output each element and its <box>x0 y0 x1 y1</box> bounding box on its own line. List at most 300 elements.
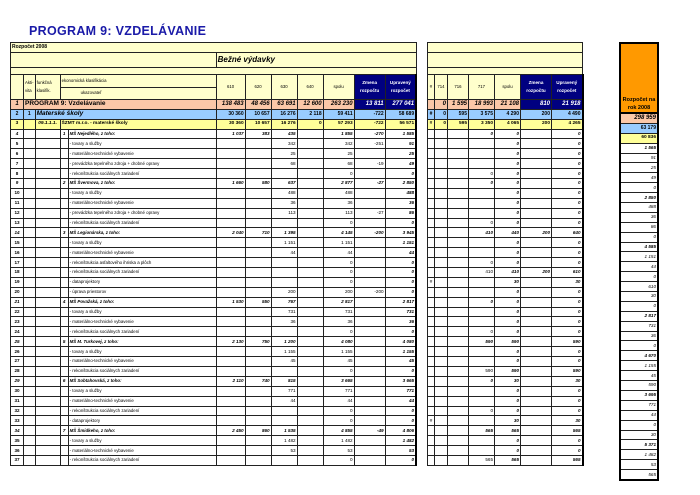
aktivita <box>24 317 36 327</box>
value-spolu: 0 <box>495 139 521 149</box>
value-640 <box>297 347 323 357</box>
table-row <box>620 163 658 173</box>
table-row <box>428 386 583 396</box>
table-row <box>428 169 583 179</box>
value-upraveny: 0 <box>552 386 583 396</box>
value-620 <box>245 357 271 367</box>
budget-table-final <box>619 42 659 481</box>
value-final: 63 179 <box>620 123 658 133</box>
value-upraveny: 45 <box>385 357 416 367</box>
value-630: 1 155 <box>271 347 297 357</box>
value-714 <box>435 208 448 218</box>
funkcna <box>35 297 60 307</box>
value-hash <box>428 455 435 465</box>
value-716 <box>448 268 469 278</box>
value-upraveny: 0 <box>385 277 416 287</box>
value-zmena <box>521 416 552 426</box>
value-spolu: 2 817 <box>323 297 354 307</box>
value-716 <box>448 297 469 307</box>
value-spolu: 0 <box>495 386 521 396</box>
value-610 <box>216 268 245 278</box>
value-630: 767 <box>271 297 297 307</box>
table-row <box>620 193 658 203</box>
value-610 <box>216 169 245 179</box>
value-spolu: 565 <box>495 455 521 465</box>
value-717: 0 <box>469 297 495 307</box>
value-716 <box>448 248 469 258</box>
value-final: 5 371 <box>620 440 658 450</box>
row-number: 4 <box>11 129 24 139</box>
value-spolu: 263 230 <box>323 99 354 109</box>
value-final: 1 565 <box>620 143 658 153</box>
value-zmena: -19 <box>354 159 385 169</box>
table-row <box>620 410 658 420</box>
funkcna <box>35 179 60 189</box>
value-upraveny: 44 <box>385 396 416 406</box>
table-row <box>620 430 658 440</box>
value-630: 815 <box>271 376 297 386</box>
table-row <box>620 252 658 262</box>
value-610 <box>216 208 245 218</box>
value-630 <box>271 327 297 337</box>
value-717 <box>469 436 495 446</box>
row-label: - prevádzka tepelného zdroja + drobné opravy <box>68 159 216 169</box>
table-row <box>11 218 417 228</box>
value-upraveny: 0 <box>552 208 583 218</box>
value-716 <box>448 446 469 456</box>
value-zmena: -722 <box>354 109 385 119</box>
table-row <box>11 179 417 189</box>
value-717: 565 <box>469 455 495 465</box>
value-717 <box>469 208 495 218</box>
value-spolu: 36 <box>323 317 354 327</box>
value-716 <box>448 238 469 248</box>
col-ukazovatel: ukazovateľ <box>60 88 216 100</box>
value-spolu: 0 <box>323 169 354 179</box>
value-spolu: 4 065 <box>495 119 521 129</box>
value-zmena <box>521 357 552 367</box>
value-620 <box>245 268 271 278</box>
row-number: 13 <box>11 218 24 228</box>
value-610: 30 360 <box>216 119 245 129</box>
value-610 <box>216 396 245 406</box>
value-hash: # <box>428 109 435 119</box>
aktivita <box>24 188 36 198</box>
item-number <box>60 386 68 396</box>
value-714 <box>435 347 448 357</box>
row-label: - materiálno-technické vybavenie <box>68 149 216 159</box>
table-row <box>428 357 583 367</box>
value-final: 45 <box>620 371 658 381</box>
value-640 <box>297 297 323 307</box>
row-number: 26 <box>11 347 24 357</box>
value-717: 590 <box>469 366 495 376</box>
value-upraveny: 53 <box>385 446 416 456</box>
table-row <box>428 317 583 327</box>
table-row <box>620 400 658 410</box>
table-row <box>11 109 417 119</box>
col-hash: # <box>428 74 435 99</box>
value-final: 3 695 <box>620 390 658 400</box>
value-620 <box>245 416 271 426</box>
value-final: 0 <box>620 341 658 351</box>
value-upraveny: 0 <box>552 297 583 307</box>
value-upraveny: 0 <box>385 455 416 465</box>
item-number <box>60 258 68 268</box>
value-717: 565 <box>469 426 495 436</box>
value-upraveny: 771 <box>385 386 416 396</box>
funkcna <box>35 327 60 337</box>
value-716 <box>448 169 469 179</box>
value-620: 48 456 <box>245 99 271 109</box>
value-upraveny: 58 689 <box>385 109 416 119</box>
item-number <box>60 366 68 376</box>
table-row <box>620 351 658 361</box>
value-spolu: 200 <box>323 287 354 297</box>
value-714 <box>435 139 448 149</box>
table-row <box>620 232 658 242</box>
value-upraveny: 1 151 <box>385 238 416 248</box>
table-row <box>620 341 658 351</box>
value-620 <box>245 386 271 396</box>
row-number: 10 <box>11 188 24 198</box>
table-row <box>428 297 583 307</box>
value-640 <box>297 277 323 287</box>
value-716 <box>448 347 469 357</box>
value-717 <box>469 159 495 169</box>
value-zmena <box>521 337 552 347</box>
value-640 <box>297 198 323 208</box>
value-spolu: 0 <box>495 258 521 268</box>
col-aktivita: Akti-vita <box>24 74 36 99</box>
aktivita <box>24 426 36 436</box>
row-number: 16 <box>11 248 24 258</box>
table-row <box>11 277 417 287</box>
table-row <box>428 218 583 228</box>
value-716 <box>448 426 469 436</box>
value-714 <box>435 357 448 367</box>
item-number <box>60 396 68 406</box>
value-716 <box>448 406 469 416</box>
item-number: 3 <box>60 228 68 238</box>
value-714 <box>435 376 448 386</box>
aktivita <box>24 287 36 297</box>
value-714: 0 <box>435 109 448 119</box>
value-hash <box>428 297 435 307</box>
table-row <box>620 153 658 163</box>
value-spolu: 590 <box>495 337 521 347</box>
table-row <box>620 381 658 391</box>
value-hash <box>428 307 435 317</box>
value-620 <box>245 218 271 228</box>
col-zmena-2: Zmena rozpočtu <box>521 74 552 99</box>
table-row <box>428 426 583 436</box>
funkcna <box>35 357 60 367</box>
value-spolu: 30 <box>495 376 521 386</box>
value-hash <box>428 406 435 416</box>
table-row <box>11 366 417 376</box>
table-row <box>428 129 583 139</box>
value-640 <box>297 248 323 258</box>
value-716 <box>448 396 469 406</box>
value-620 <box>245 307 271 317</box>
value-714 <box>435 287 448 297</box>
value-714 <box>435 188 448 198</box>
value-spolu: 4 290 <box>495 109 521 119</box>
value-hash <box>428 179 435 189</box>
value-spolu: 0 <box>495 248 521 258</box>
value-upraveny: 36 <box>385 198 416 208</box>
value-640: 0 <box>297 119 323 129</box>
value-716 <box>448 436 469 446</box>
row-label: - materiálno-technické vybavenie <box>68 317 216 327</box>
row-number: 32 <box>11 406 24 416</box>
value-714 <box>435 317 448 327</box>
value-zmena <box>521 386 552 396</box>
funkcna <box>35 238 60 248</box>
value-716 <box>448 208 469 218</box>
col-upraveny: Upravený rozpočet <box>385 74 416 99</box>
value-hash <box>428 188 435 198</box>
value-zmena <box>521 327 552 337</box>
value-zmena: 200 <box>521 109 552 119</box>
row-label: MŠ M. Turkovej, z toho: <box>68 337 216 347</box>
value-hash <box>428 248 435 258</box>
value-714 <box>435 446 448 456</box>
row-number: 9 <box>11 179 24 189</box>
value-716: 595 <box>448 109 469 119</box>
col-spolu: spolu <box>495 74 521 99</box>
value-upraveny: 30 <box>552 416 583 426</box>
value-spolu: 36 <box>323 198 354 208</box>
value-610 <box>216 386 245 396</box>
table-row <box>620 262 658 272</box>
value-hash <box>428 357 435 367</box>
value-717: 0 <box>469 258 495 268</box>
value-717 <box>469 277 495 287</box>
value-spolu: 0 <box>323 455 354 465</box>
value-714 <box>435 396 448 406</box>
value-spolu: 68 <box>323 159 354 169</box>
table-row <box>428 455 583 465</box>
value-640 <box>297 268 323 278</box>
row-number: 24 <box>11 327 24 337</box>
value-610 <box>216 218 245 228</box>
table-row <box>620 143 658 153</box>
item-number <box>60 139 68 149</box>
value-717 <box>469 287 495 297</box>
table-row <box>11 198 417 208</box>
row-label: MŠ Sobtahovská, z toho: <box>68 376 216 386</box>
table-row <box>428 337 583 347</box>
value-upraveny: 0 <box>385 406 416 416</box>
value-upraveny: 0 <box>552 149 583 159</box>
value-640 <box>297 366 323 376</box>
row-label: - materiálno-technické vybavenie <box>68 396 216 406</box>
value-620 <box>245 287 271 297</box>
value-zmena <box>354 347 385 357</box>
value-620 <box>245 347 271 357</box>
value-final: 1 155 <box>620 361 658 371</box>
item-number <box>60 169 68 179</box>
value-620 <box>245 198 271 208</box>
value-714 <box>435 386 448 396</box>
value-610 <box>216 287 245 297</box>
table-row <box>428 248 583 258</box>
funkcna <box>35 366 60 376</box>
value-upraveny: 0 <box>552 307 583 317</box>
table-row <box>11 208 417 218</box>
value-640 <box>297 228 323 238</box>
funkcna <box>35 169 60 179</box>
budget-table-main <box>10 42 417 466</box>
value-zmena <box>354 248 385 258</box>
value-upraveny: 565 <box>552 455 583 465</box>
value-zmena <box>354 307 385 317</box>
value-upraveny: 2 817 <box>385 297 416 307</box>
value-upraveny: 4 080 <box>385 337 416 347</box>
value-zmena <box>354 268 385 278</box>
funkcna <box>35 376 60 386</box>
aktivita <box>24 297 36 307</box>
table-row <box>428 446 583 456</box>
item-number <box>60 218 68 228</box>
table-row <box>620 311 658 321</box>
value-630 <box>271 268 297 278</box>
value-640 <box>297 386 323 396</box>
value-zmena <box>521 129 552 139</box>
value-zmena <box>521 218 552 228</box>
value-620 <box>245 258 271 268</box>
value-717: 0 <box>469 218 495 228</box>
value-zmena <box>521 317 552 327</box>
value-620 <box>245 277 271 287</box>
item-number <box>60 446 68 456</box>
value-upraveny: 4 806 <box>385 426 416 436</box>
value-716 <box>448 139 469 149</box>
funkcna <box>35 139 60 149</box>
table-row <box>620 301 658 311</box>
value-final: 0 <box>620 232 658 242</box>
value-spolu: 30 <box>495 416 521 426</box>
value-717 <box>469 396 495 406</box>
table-row <box>428 376 583 386</box>
value-zmena <box>354 258 385 268</box>
value-630: 200 <box>271 287 297 297</box>
table-row <box>11 376 417 386</box>
value-final: 488 <box>620 203 658 213</box>
value-714 <box>435 327 448 337</box>
spacer <box>428 52 583 67</box>
value-716 <box>448 366 469 376</box>
funkcna <box>35 406 60 416</box>
value-hash <box>428 228 435 238</box>
value-spolu: 0 <box>323 268 354 278</box>
row-number: 21 <box>11 297 24 307</box>
value-717 <box>469 307 495 317</box>
value-final: 0 <box>620 301 658 311</box>
value-zmena <box>354 188 385 198</box>
funkcna <box>35 268 60 278</box>
funkcna: 09.1.1.1. <box>35 119 60 129</box>
value-716 <box>448 455 469 465</box>
value-640 <box>297 376 323 386</box>
value-spolu: 44 <box>323 248 354 258</box>
row-number: 15 <box>11 238 24 248</box>
value-spolu: 0 <box>323 327 354 337</box>
value-714: 0 <box>435 119 448 129</box>
value-630: 771 <box>271 386 297 396</box>
aktivita <box>24 386 36 396</box>
value-upraveny: 56 571 <box>385 119 416 129</box>
value-zmena <box>521 455 552 465</box>
value-620 <box>245 317 271 327</box>
value-640 <box>297 188 323 198</box>
aktivita <box>24 149 36 159</box>
value-final: 44 <box>620 262 658 272</box>
funkcna <box>35 426 60 436</box>
value-610 <box>216 327 245 337</box>
value-upraveny: 1 482 <box>385 436 416 446</box>
aktivita <box>24 218 36 228</box>
value-640 <box>297 149 323 159</box>
value-716 <box>448 287 469 297</box>
row-label: - materiálno-technické vybavenie <box>68 446 216 456</box>
value-hash <box>428 99 435 109</box>
table-row <box>620 282 658 292</box>
value-upraveny: 0 <box>385 287 416 297</box>
value-640: 2 118 <box>297 109 323 119</box>
table-row <box>11 347 417 357</box>
item-number <box>60 347 68 357</box>
value-716 <box>448 416 469 426</box>
value-716 <box>448 386 469 396</box>
table-row <box>11 159 417 169</box>
table-row <box>620 440 658 450</box>
row-number: 31 <box>11 396 24 406</box>
spacer <box>428 43 583 53</box>
table-row <box>428 119 583 129</box>
value-hash <box>428 129 435 139</box>
table-row <box>11 297 417 307</box>
value-zmena <box>521 258 552 268</box>
value-714 <box>435 436 448 446</box>
value-zmena <box>521 376 552 386</box>
row-number: 18 <box>11 268 24 278</box>
value-upraveny: 0 <box>552 179 583 189</box>
value-spolu: 0 <box>495 238 521 248</box>
header-row-blank <box>428 67 583 74</box>
value-714 <box>435 238 448 248</box>
value-spolu: 0 <box>323 218 354 228</box>
value-630: 63 691 <box>271 99 297 109</box>
value-spolu: 0 <box>495 357 521 367</box>
value-spolu: 0 <box>495 406 521 416</box>
col-final: Rozpočet na rok 2008 <box>620 43 658 113</box>
value-spolu: 53 <box>323 446 354 456</box>
table-row <box>428 188 583 198</box>
value-upraveny: 2 850 <box>385 179 416 189</box>
value-zmena <box>354 297 385 307</box>
value-zmena <box>354 396 385 406</box>
table-row <box>428 268 583 278</box>
value-630: 44 <box>271 396 297 406</box>
value-630: 637 <box>271 179 297 189</box>
value-upraveny: 565 <box>552 426 583 436</box>
row-label: - rekonštrukcia asfaltového ihriska a plôch <box>68 258 216 268</box>
table-row <box>620 183 658 193</box>
header-row-budget <box>428 43 583 53</box>
